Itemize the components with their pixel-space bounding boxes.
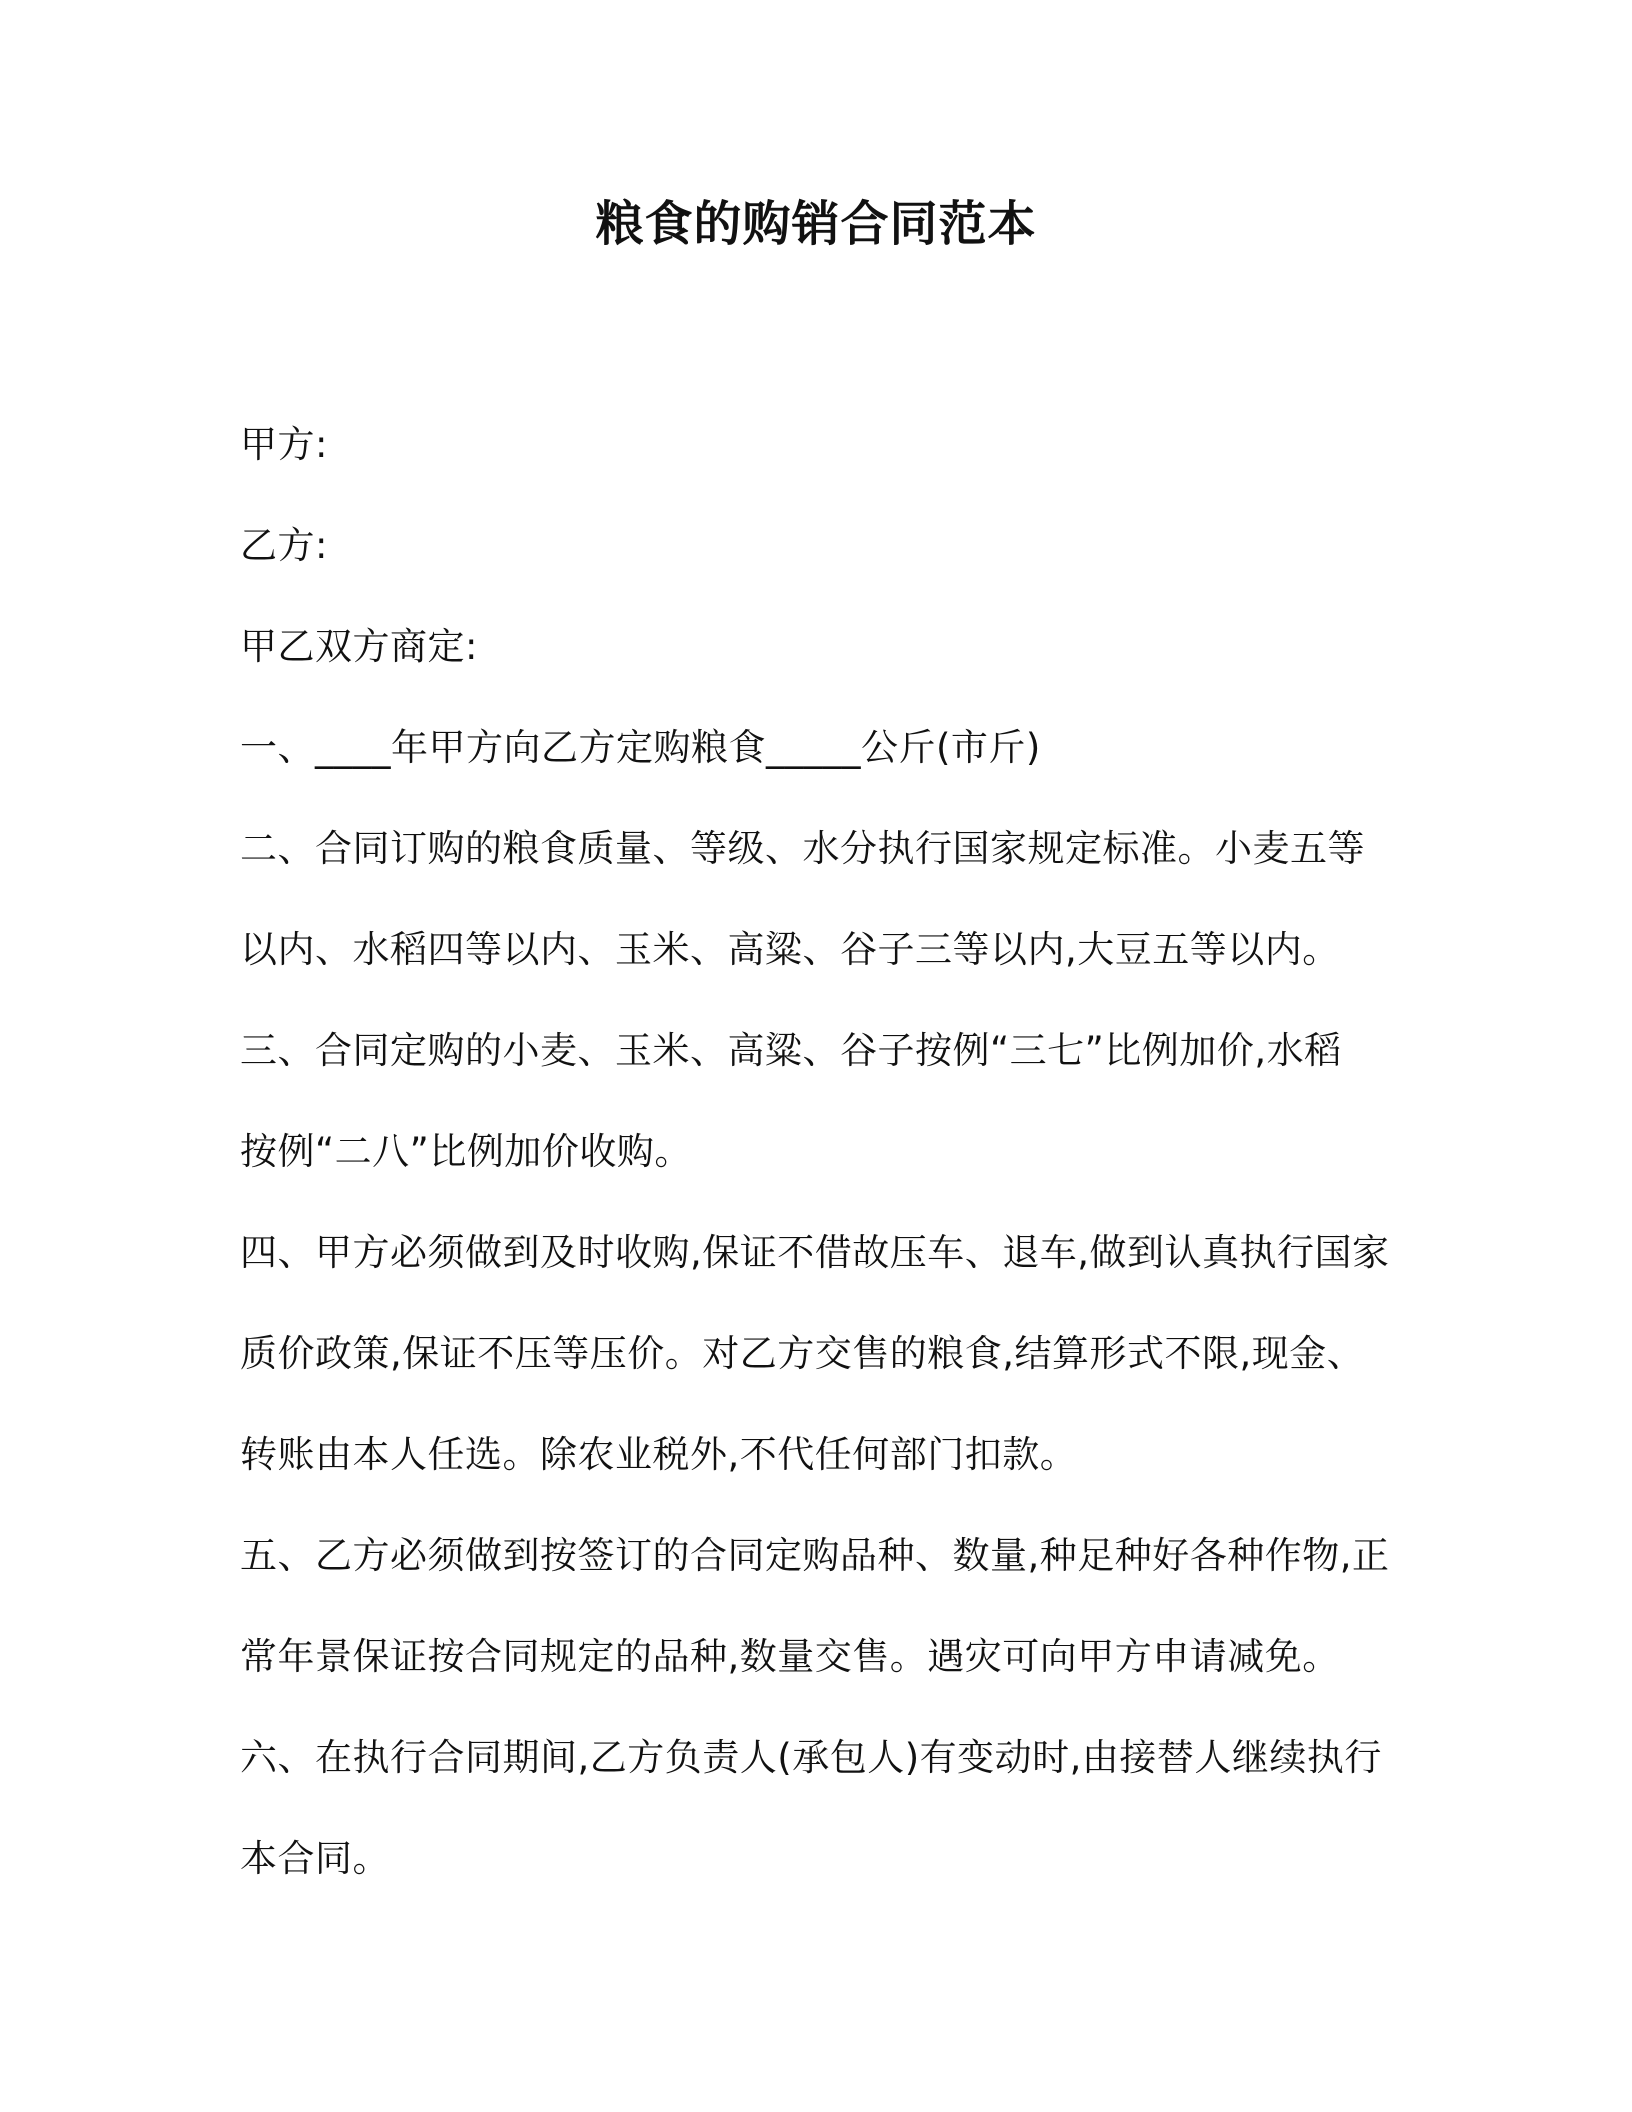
party-b-line: 乙方: <box>240 524 328 567</box>
clause-4-line-2: 质价政策,保证不压等压价。对乙方交售的粮食,结算形式不限,现金、 <box>240 1332 1365 1375</box>
agreement-intro-line: 甲乙双方商定: <box>240 625 478 668</box>
party-a-line: 甲方: <box>240 423 328 466</box>
clause-3-line-1: 三、合同定购的小麦、玉米、高粱、谷子按例“三七”比例加价,水稻 <box>240 1029 1342 1072</box>
clause-2-line-1: 二、合同订购的粮食质量、等级、水分执行国家规定标准。小麦五等 <box>240 827 1365 870</box>
clause-5-line-2: 常年景保证按合同规定的品种,数量交售。遇灾可向甲方申请减免。 <box>240 1635 1340 1678</box>
clause-6-line-2: 本合同。 <box>240 1837 390 1880</box>
clause-5-line-1: 五、乙方必须做到按签订的合同定购品种、数量,种足种好各种作物,正 <box>240 1534 1390 1577</box>
document-body <box>240 420 1400 1884</box>
clause-6-line-1: 六、在执行合同期间,乙方负责人(承包人)有变动时,由接替人继续执行 <box>240 1736 1382 1779</box>
document-title: 粮食的购销合同范本 <box>595 196 1037 252</box>
clause-2-line-2: 以内、水稻四等以内、玉米、高粱、谷子三等以内,大豆五等以内。 <box>240 928 1340 971</box>
clause-1-line-1: 一、____年甲方向乙方定购粮食_____公斤(市斤) <box>240 726 1041 769</box>
clause-3-line-2: 按例“二八”比例加价收购。 <box>240 1130 692 1173</box>
clause-4-line-1: 四、甲方必须做到及时收购,保证不借故压车、退车,做到认真执行国家 <box>240 1231 1390 1274</box>
clause-4-line-3: 转账由本人任选。除农业税外,不代任何部门扣款。 <box>240 1433 1078 1476</box>
